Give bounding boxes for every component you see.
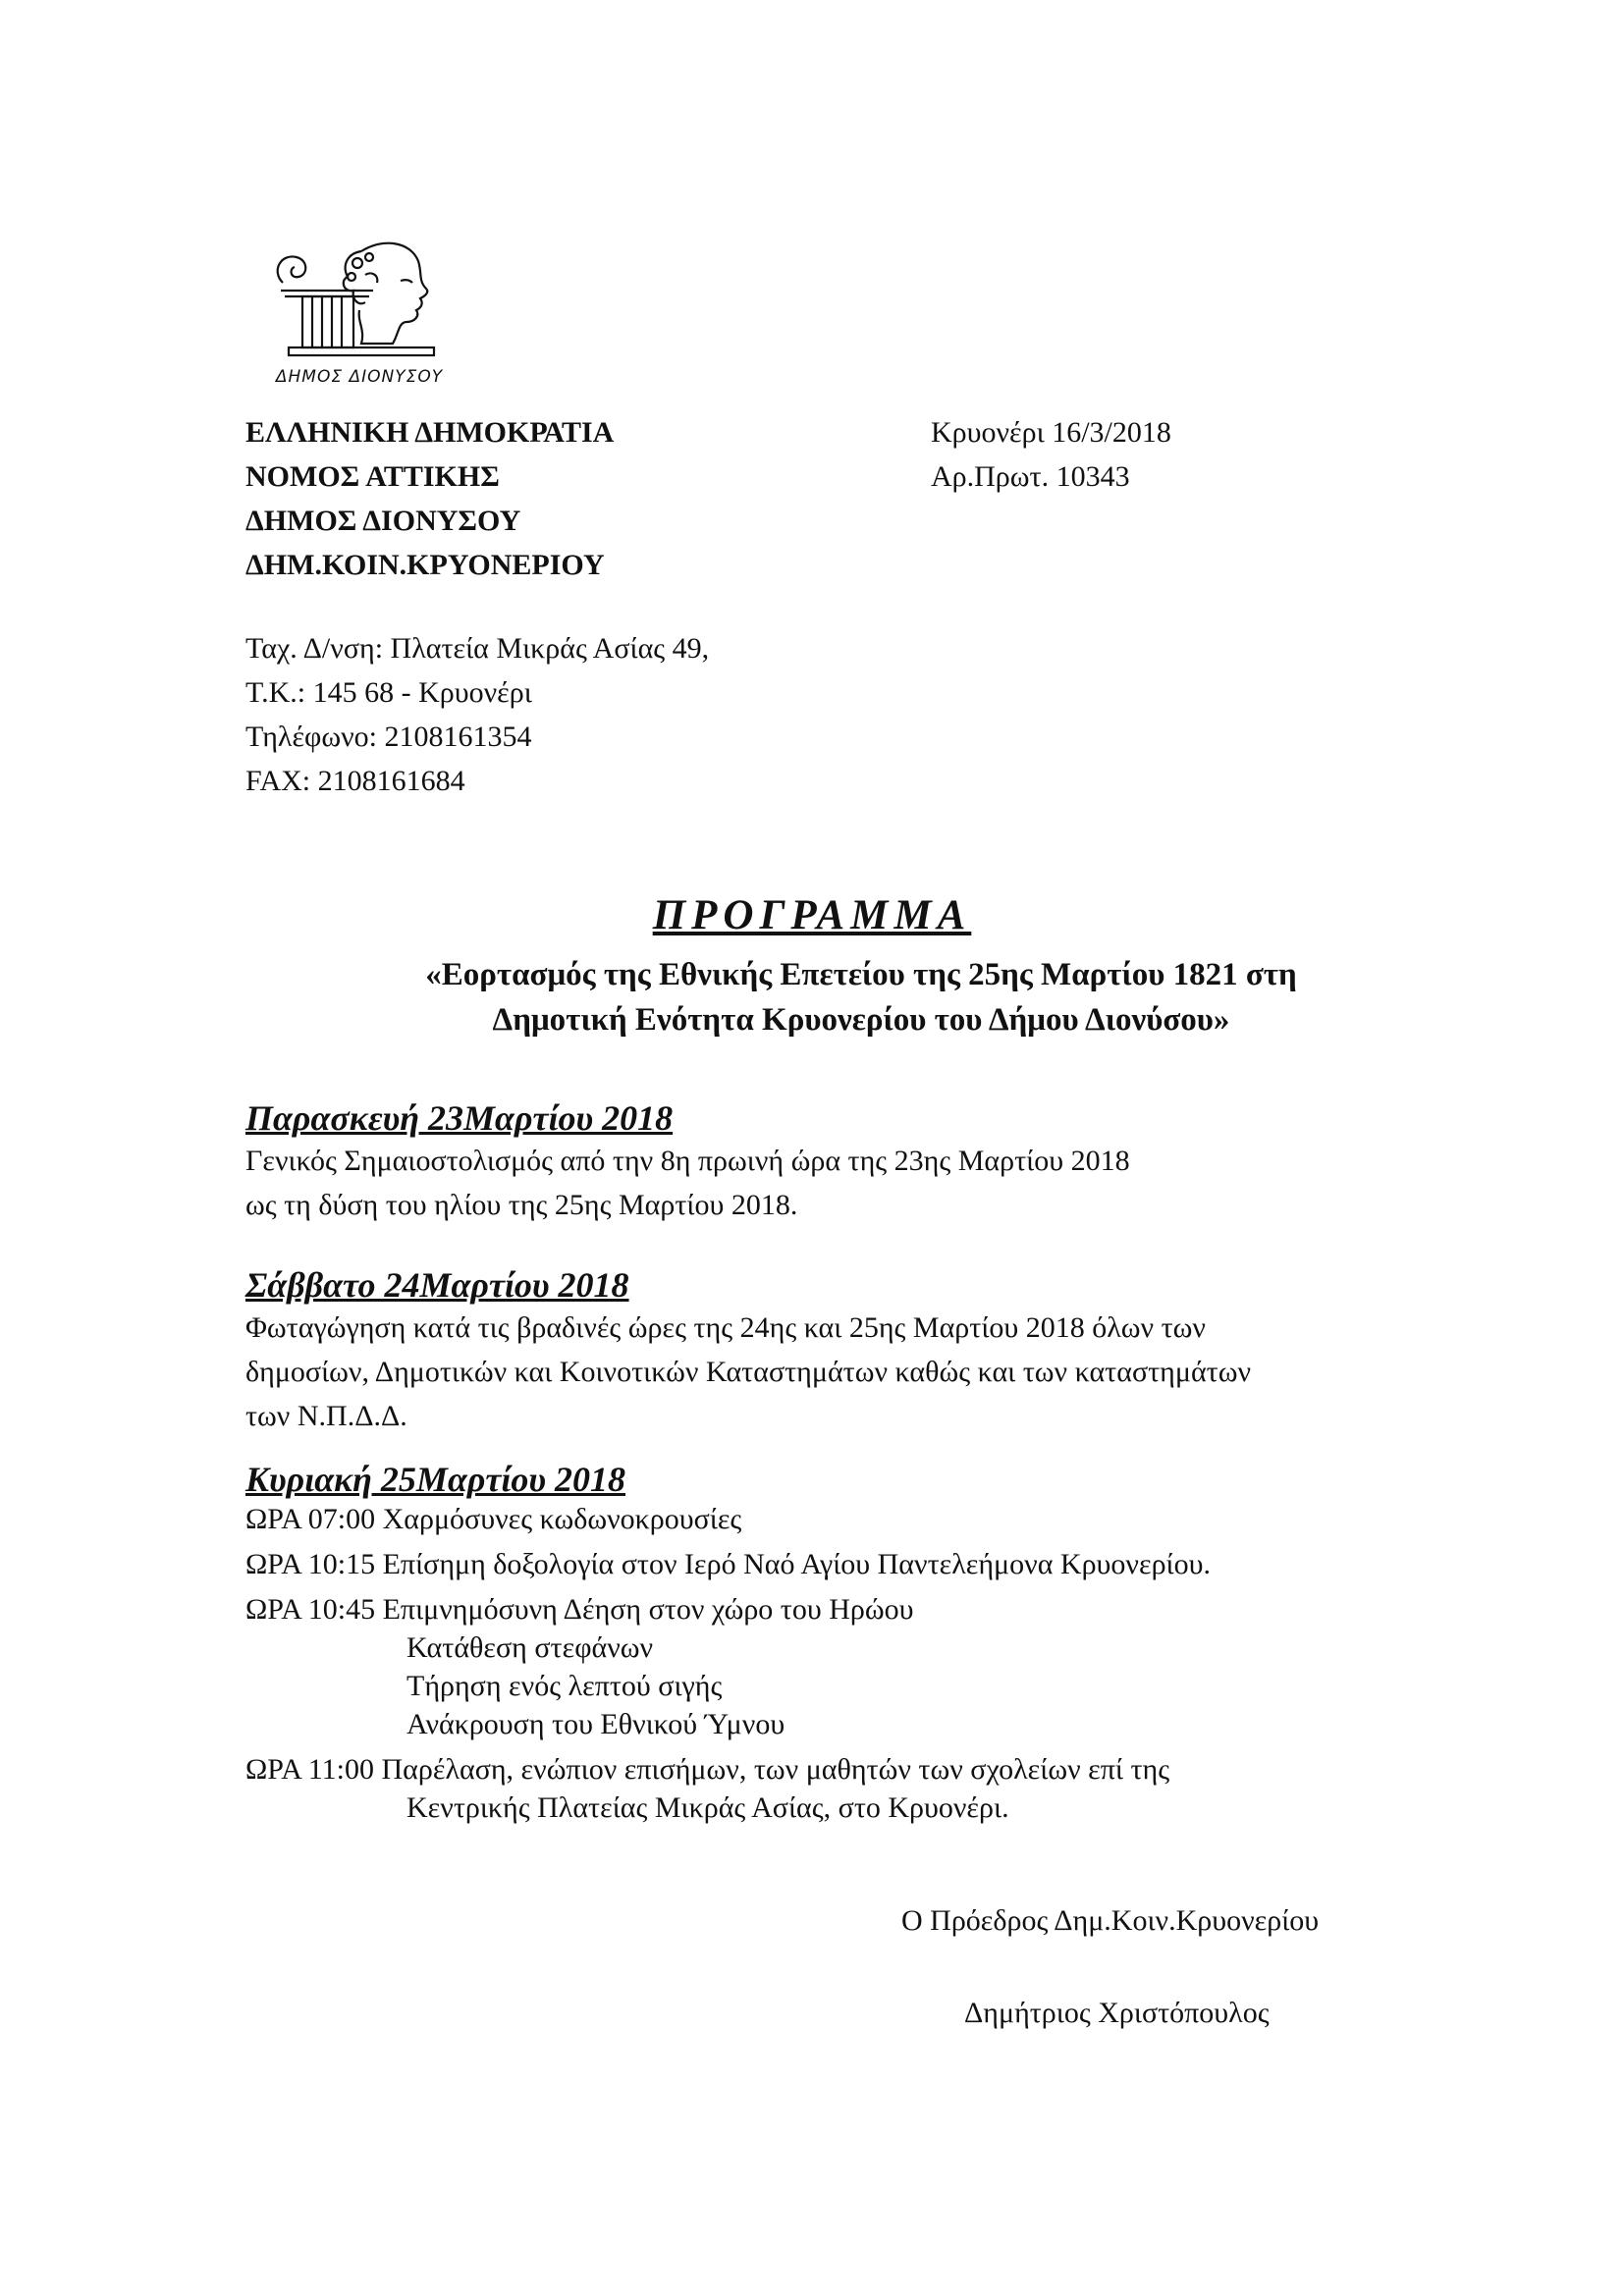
document-date: Κρυονέρι 16/3/2018: [931, 416, 1171, 449]
date-protocol-block: [931, 410, 1171, 499]
protocol-number: Αρ.Πρωτ. 10343: [931, 460, 1130, 493]
schedule-entry: ΩΡΑ 11:00 Παρέλαση, ενώπιον επισήμων, των μαθητών των σχολείων επί της: [245, 1753, 1170, 1786]
subtitle-line: Δημοτική Ενότητα Κρυονερίου του Δήμου Διονύσου»: [492, 1002, 1230, 1038]
document-title: ΠΡΟΓΡΑΜΜΑ: [652, 892, 972, 938]
schedule-sub-entry: Τήρηση ενός λεπτού σιγής: [406, 1670, 723, 1702]
signatory-name: Δημήτριος Χριστόπουλος: [964, 1997, 1270, 2029]
day-body-line: δημοσίων, Δημοτικών και Κοινοτικών Καταστημάτων καθώς και των καταστημάτων: [245, 1356, 1252, 1388]
subtitle-line: «Εορτασμός της Εθνικής Επετείου της 25ης Μαρτίου 1821 στη: [425, 957, 1297, 992]
day-body-line: Γενικός Σημαιοστολισμός από την 8η πρωινή ώρα της 23ης Μαρτίου 2018: [245, 1145, 1130, 1177]
issuer-line: ΔΗΜΟΣ ΔΙΟΝΥΣΟΥ: [245, 505, 521, 537]
schedule-sub-entry: Ανάκρουση του Εθνικού Ύμνου: [406, 1708, 785, 1740]
schedule-entry: ΩΡΑ 10:45 Επιμνημόσυνη Δέηση στον χώρο του Ηρώου: [245, 1593, 914, 1626]
signatory-title: Ο Πρόεδρος Δημ.Κοιν.Κρυονερίου: [901, 1904, 1320, 1937]
sunday-schedule: [245, 1500, 1424, 1834]
schedule-item: [245, 1590, 1424, 1743]
day-heading: Σάββατο 24Μαρτίου 2018: [245, 1265, 629, 1305]
issuer-line: ΔΗΜ.ΚΟΙΝ.ΚΡΥΟΝΕΡΙΟΥ: [245, 549, 605, 581]
issuer-line: ΕΛΛΗΝΙΚΗ ΔΗΜΟΚΡΑΤΙΑ: [245, 416, 615, 449]
issuer-line: ΝΟΜΟΣ ΑΤΤΙΚΗΣ: [245, 460, 500, 493]
schedule-entry: ΩΡΑ 10:15 Επίσημη δοξολογία στον Ιερό Ναό Αγίου Παντελεήμονα Κρυονερίου.: [245, 1548, 1211, 1580]
schedule-item: [245, 1545, 1424, 1583]
day-body-line: Φωταγώγηση κατά τις βραδινές ώρες της 24ης και 25ης Μαρτίου 2018 όλων των: [245, 1311, 1206, 1344]
logo-caption: ΔΗΜΟΣ ΔΙΟΝΥΣΟΥ: [275, 367, 444, 387]
dionysus-head-on-ionic-column-icon: [263, 232, 456, 369]
schedule-entry: ΩΡΑ 07:00 Χαρμόσυνες κωδωνοκρουσίες: [245, 1503, 742, 1535]
day-section-sunday: [245, 1459, 1404, 1500]
fax-number: FAX: 2108161684: [245, 765, 465, 797]
contact-block: [245, 626, 709, 803]
day-section-friday: [245, 1097, 1404, 1227]
phone-number: Τηλέφωνο: 2108161354: [245, 721, 532, 753]
schedule-sub-entry: Κατάθεση στεφάνων: [406, 1631, 654, 1664]
postal-code: Τ.Κ.: 145 68 - Κρυονέρι: [245, 676, 532, 709]
postal-address: Ταχ. Δ/νση: Πλατεία Μικράς Ασίας 49,: [245, 632, 710, 665]
schedule-item: [245, 1500, 1424, 1538]
schedule-item: [245, 1750, 1424, 1827]
day-body-line: των Ν.Π.Δ.Δ.: [245, 1400, 407, 1432]
day-heading: Παρασκευή 23Μαρτίου 2018: [245, 1098, 674, 1138]
day-section-saturday: [245, 1264, 1404, 1438]
day-body-line: ως τη δύση του ηλίου της 25ης Μαρτίου 2018.: [245, 1189, 798, 1221]
document-subtitle: [295, 952, 1428, 1042]
day-heading: Κυριακή 25Μαρτίου 2018: [245, 1460, 626, 1499]
schedule-sub-entry: Κεντρικής Πλατείας Μικράς Ασίας, στο Κρυονέρι.: [406, 1791, 1009, 1824]
municipality-logo: [263, 232, 456, 399]
issuer-block: [245, 410, 614, 587]
